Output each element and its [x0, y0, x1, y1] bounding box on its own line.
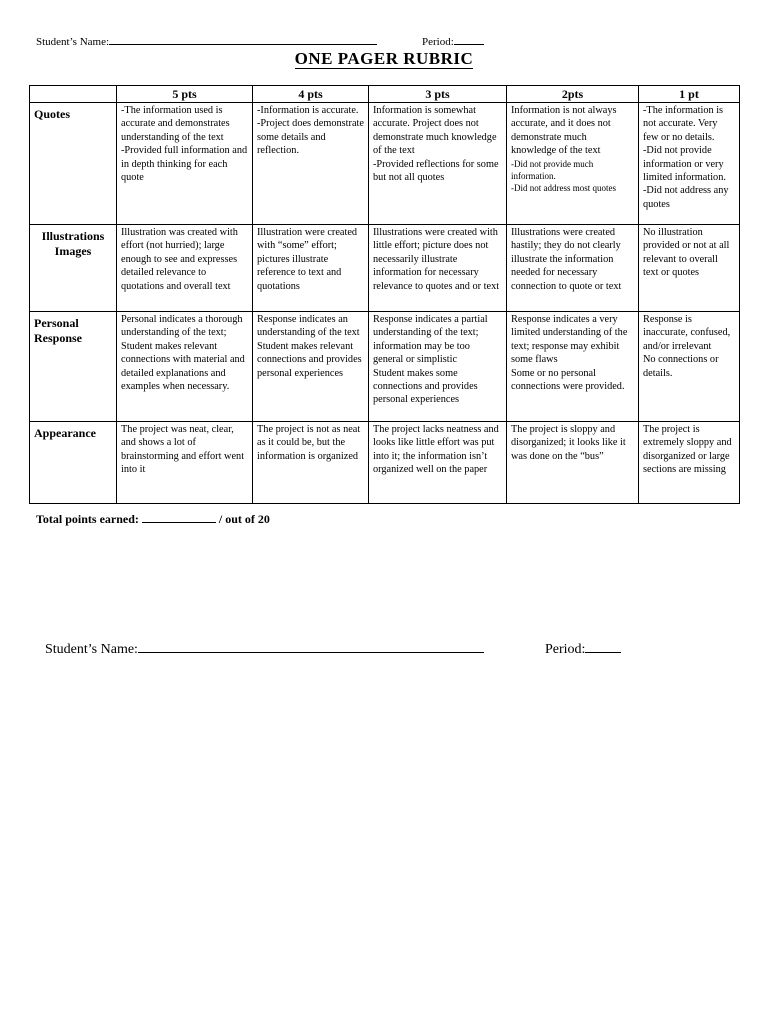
table-row-illustrations — [30, 225, 740, 312]
cell-appearance-5 — [117, 422, 253, 504]
cell-text: -Did not provide information or very limited information. — [643, 145, 726, 184]
row-label-personal-response — [30, 312, 117, 422]
table-row-appearance — [30, 422, 740, 504]
cell-text: No illustration provided or not at all relevant to overall text or quotes — [643, 227, 730, 279]
cell-text: -Did not address any quotes — [643, 185, 729, 210]
cell-illustrations-4 — [253, 225, 369, 312]
header-cell-5pts: 5 pts — [117, 86, 253, 103]
table-row-personal-response — [30, 312, 740, 422]
cell-text: Some or no personal connections were provided. — [511, 367, 625, 393]
footer-period-blank[interactable] — [585, 640, 621, 653]
table-row-quotes — [30, 103, 740, 225]
cell-personal-3 — [369, 312, 507, 422]
header-cell-2pts: 2pts — [507, 86, 639, 103]
row-label-text: Response — [34, 331, 83, 345]
row-label-text: Quotes — [34, 107, 70, 121]
cell-personal-2 — [507, 312, 639, 422]
cell-appearance-2 — [507, 422, 639, 504]
total-points-suffix: / out of 20 — [218, 512, 270, 526]
row-label-text: Images — [54, 244, 92, 258]
footer-student-name-label: Student’s Name: — [45, 642, 138, 657]
footer-student-name-blank[interactable] — [138, 640, 484, 653]
cell-illustrations-3 — [369, 225, 507, 312]
page-title — [0, 49, 768, 69]
cell-personal-1 — [639, 312, 740, 422]
cell-text: Response indicates a very limited understanding of the text; response may exhibit some flaws — [511, 314, 628, 366]
cell-quotes-2 — [507, 103, 639, 225]
page-title-text: ONE PAGER RUBRIC — [294, 49, 474, 68]
period-label: Period: — [422, 36, 454, 48]
rubric-table — [29, 85, 740, 504]
cell-text: Illustrations were created with little effort; picture does not necessarily illustrate information for necessary relevance to quotes and or text — [373, 227, 500, 292]
header-cell-blank — [30, 86, 117, 103]
period-blank[interactable] — [454, 34, 484, 45]
cell-text: Personal indicates a thorough understanding of the text; — [121, 314, 243, 339]
cell-text: Student makes relevant connections and provides personal experiences — [257, 340, 362, 379]
cell-text: -The information used is accurate and demonstrates understanding of the text — [121, 105, 230, 143]
cell-illustrations-2 — [507, 225, 639, 312]
period-group — [422, 34, 484, 48]
cell-text: Student makes some connections and provides personal experiences — [373, 367, 478, 406]
cell-text: Information is not always accurate, and it does not demonstrate much knowledge of the text — [511, 105, 617, 157]
cell-text: The project was neat, clear, and shows a lot of brainstorming and effort went into it — [121, 424, 245, 476]
cell-text: -Did not provide much information. — [511, 158, 594, 181]
row-label-appearance — [30, 422, 117, 504]
header-line — [36, 34, 736, 48]
cell-text: No connections or details. — [643, 354, 719, 379]
footer-period-label: Period: — [545, 642, 586, 657]
cell-text: The project is extremely sloppy and disorganized or large sections are missing — [643, 424, 732, 476]
cell-illustrations-1 — [639, 225, 740, 312]
student-name-label: Student’s Name: — [36, 36, 110, 48]
cell-text: Student makes relevant connections with material and detailed explanations and examples when necessary. — [121, 340, 245, 393]
cell-text: Illustration was created with effort (not hurried); large enough to see and expresses detailed relevance to quotations and overall text — [121, 227, 238, 292]
cell-text: Response is inaccurate, confused, and/or irrelevant — [643, 314, 731, 352]
cell-text: Illustration were created with “some” effort; pictures illustrate reference to text and quotations — [257, 227, 358, 292]
total-points — [36, 512, 270, 527]
rubric-header-row — [30, 86, 740, 103]
cell-personal-5 — [117, 312, 253, 422]
header-cell-1pt: 1 pt — [639, 86, 740, 103]
cell-personal-4 — [253, 312, 369, 422]
footer-line — [45, 640, 745, 658]
cell-text: The project lacks neatness and looks like little effort was put into it; the information isn’t organized well on the paper — [373, 424, 499, 476]
total-points-blank[interactable] — [142, 512, 216, 523]
row-label-text: Personal — [34, 316, 79, 330]
row-label-text: Appearance — [34, 426, 96, 440]
cell-quotes-5 — [117, 103, 253, 225]
cell-text: The project is sloppy and disorganized; it looks like it was done on the “bus” — [511, 424, 626, 462]
cell-text: -Provided reflections for some but not all quotes — [373, 158, 499, 184]
cell-text: Illustrations were created hastily; they do not clearly illustrate the information needed for necessary connection to quote or text — [511, 227, 622, 292]
footer-period-group — [545, 640, 621, 658]
cell-appearance-1 — [639, 422, 740, 504]
cell-text: Response indicates an understanding of the text — [257, 314, 360, 339]
student-name-blank[interactable] — [109, 34, 377, 45]
cell-text: Information is somewhat accurate. Project does not demonstrate much knowledge of the text — [373, 105, 497, 157]
header-cell-3pts: 3 pts — [369, 86, 507, 103]
row-label-text: Illustrations — [41, 229, 105, 243]
cell-illustrations-5 — [117, 225, 253, 312]
cell-appearance-4 — [253, 422, 369, 504]
cell-quotes-4 — [253, 103, 369, 225]
cell-text: -Provided full information and in depth thinking for each quote — [121, 145, 248, 184]
cell-text: -Project does demonstrate some details and reflection. — [257, 118, 364, 157]
cell-quotes-3 — [369, 103, 507, 225]
cell-quotes-1 — [639, 103, 740, 225]
cell-text: The project is not as neat as it could be, but the information is organized — [257, 424, 361, 462]
cell-text: -Did not address most quotes — [511, 182, 616, 193]
header-cell-4pts: 4 pts — [253, 86, 369, 103]
cell-text: -The information is not accurate. Very few or no details. — [643, 105, 724, 143]
total-points-label: Total points earned: — [36, 512, 139, 526]
cell-text: -Information is accurate. — [257, 105, 359, 116]
row-label-quotes — [30, 103, 117, 225]
cell-appearance-3 — [369, 422, 507, 504]
cell-text: Response indicates a partial understanding of the text; information may be too general or simplistic — [373, 314, 488, 366]
row-label-illustrations — [30, 225, 117, 312]
